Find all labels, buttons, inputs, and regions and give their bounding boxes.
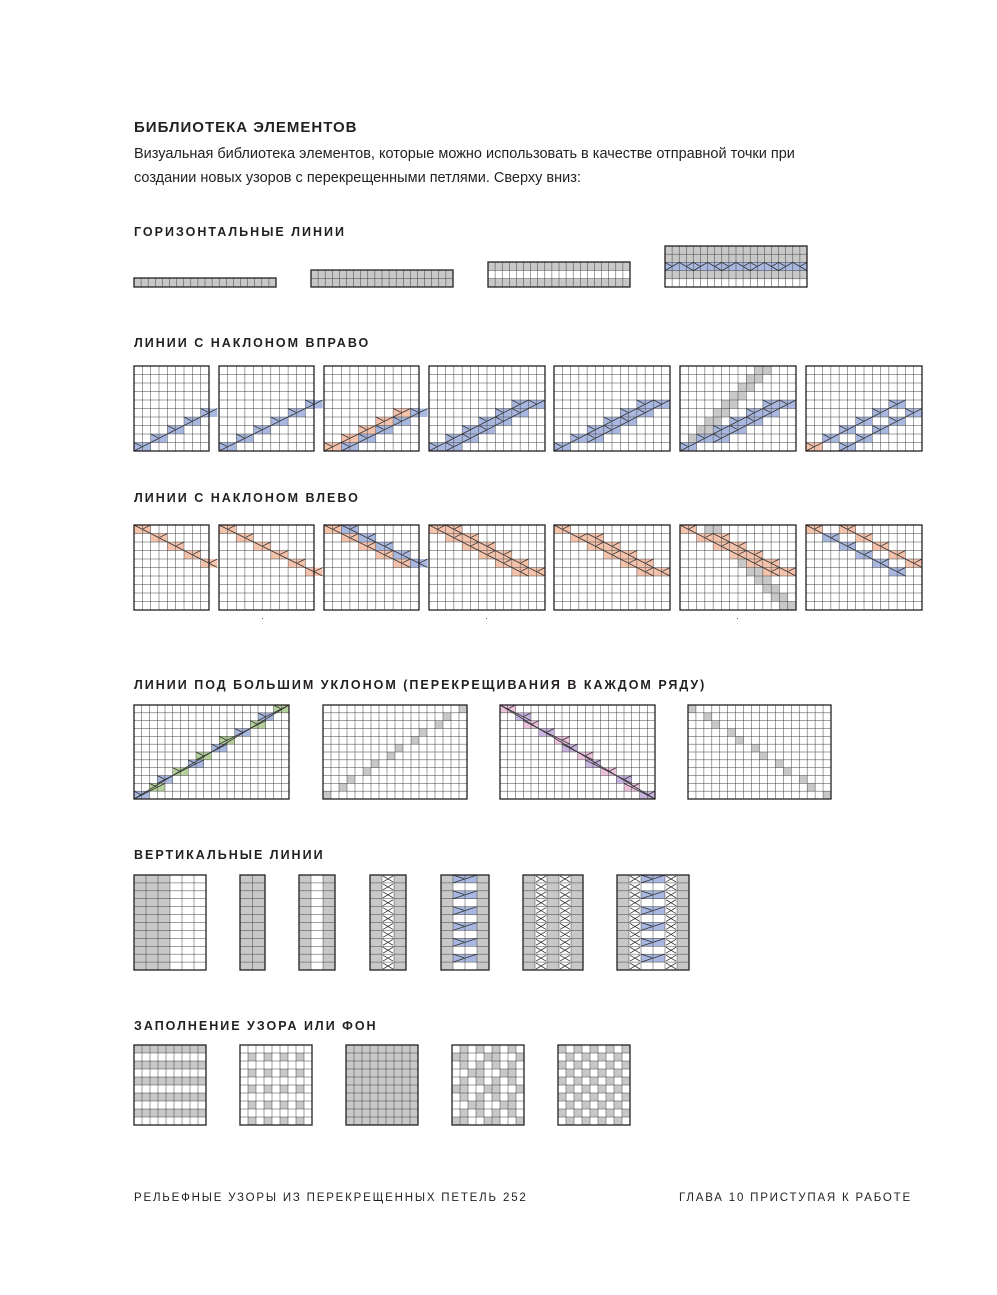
chart-slant-right-6 <box>679 365 797 452</box>
chart-steep-1 <box>133 704 290 800</box>
chart-vertical-5 <box>440 874 490 971</box>
chart-slant-left-4 <box>428 524 546 611</box>
chart-vertical-3 <box>298 874 336 971</box>
section-title-horizontal: ГОРИЗОНТАЛЬНЫЕ ЛИНИИ <box>134 225 346 239</box>
chart-fill-3 <box>345 1044 419 1126</box>
section-title-slant-right: ЛИНИИ С НАКЛОНОМ ВПРАВО <box>134 336 371 350</box>
chart-vertical-6 <box>522 874 584 971</box>
section-title-vertical: ВЕРТИКАЛЬНЫЕ ЛИНИИ <box>134 848 325 862</box>
chart-slant-left-1 <box>133 524 210 611</box>
chart-horizontal-1 <box>133 277 277 288</box>
section-title-fill: ЗАПОЛНЕНИЕ УЗОРА ИЛИ ФОН <box>134 1019 378 1033</box>
page-title: БИБЛИОТЕКА ЭЛЕМЕНТОВ <box>134 119 358 136</box>
section-title-steep: ЛИНИИ ПОД БОЛЬШИМ УКЛОНОМ (ПЕРЕКРЕЩИВАНИЯ В КАЖДОМ РЯДУ) <box>134 678 707 692</box>
chart-horizontal-4 <box>664 245 808 288</box>
chart-slant-right-1 <box>133 365 210 452</box>
chart-steep-4 <box>687 704 832 800</box>
section-title-slant-left: ЛИНИИ С НАКЛОНОМ ВЛЕВО <box>134 491 360 505</box>
chart-slant-right-3 <box>323 365 420 452</box>
scan-mark <box>262 618 263 619</box>
chart-steep-2 <box>322 704 468 800</box>
chart-fill-4 <box>451 1044 525 1126</box>
chart-slant-right-4 <box>428 365 546 452</box>
chart-steep-3 <box>499 704 656 800</box>
chart-slant-left-5 <box>553 524 671 611</box>
footer-chapter: ГЛАВА 10 ПРИСТУПАЯ К РАБОТЕ <box>679 1192 912 1204</box>
scan-mark <box>486 618 487 619</box>
chart-fill-5 <box>557 1044 631 1126</box>
chart-fill-2 <box>239 1044 313 1126</box>
chart-slant-left-7 <box>805 524 923 611</box>
chart-horizontal-2 <box>310 269 454 288</box>
chart-horizontal-3 <box>487 261 631 288</box>
chart-slant-right-2 <box>218 365 315 452</box>
chart-slant-left-6 <box>679 524 797 611</box>
chart-vertical-2 <box>239 874 266 971</box>
scan-mark <box>737 618 738 619</box>
chart-vertical-1 <box>133 874 207 971</box>
footer-book-title: РЕЛЬЕФНЫЕ УЗОРЫ ИЗ ПЕРЕКРЕЩЕННЫХ ПЕТЕЛЬ <box>134 1192 498 1204</box>
chart-slant-left-2 <box>218 524 315 611</box>
chart-vertical-7 <box>616 874 690 971</box>
chart-slant-right-7 <box>805 365 923 452</box>
intro-paragraph: Визуальная библиотека элементов, которые можно использовать в качестве отправной точки при создании новых узоров с перекрещенными петлями. Сверху вниз: <box>134 146 795 186</box>
chart-slant-left-3 <box>323 524 420 611</box>
chart-fill-1 <box>133 1044 207 1126</box>
chart-vertical-4 <box>369 874 407 971</box>
footer-page-number: 252 <box>503 1192 528 1204</box>
chart-slant-right-5 <box>553 365 671 452</box>
